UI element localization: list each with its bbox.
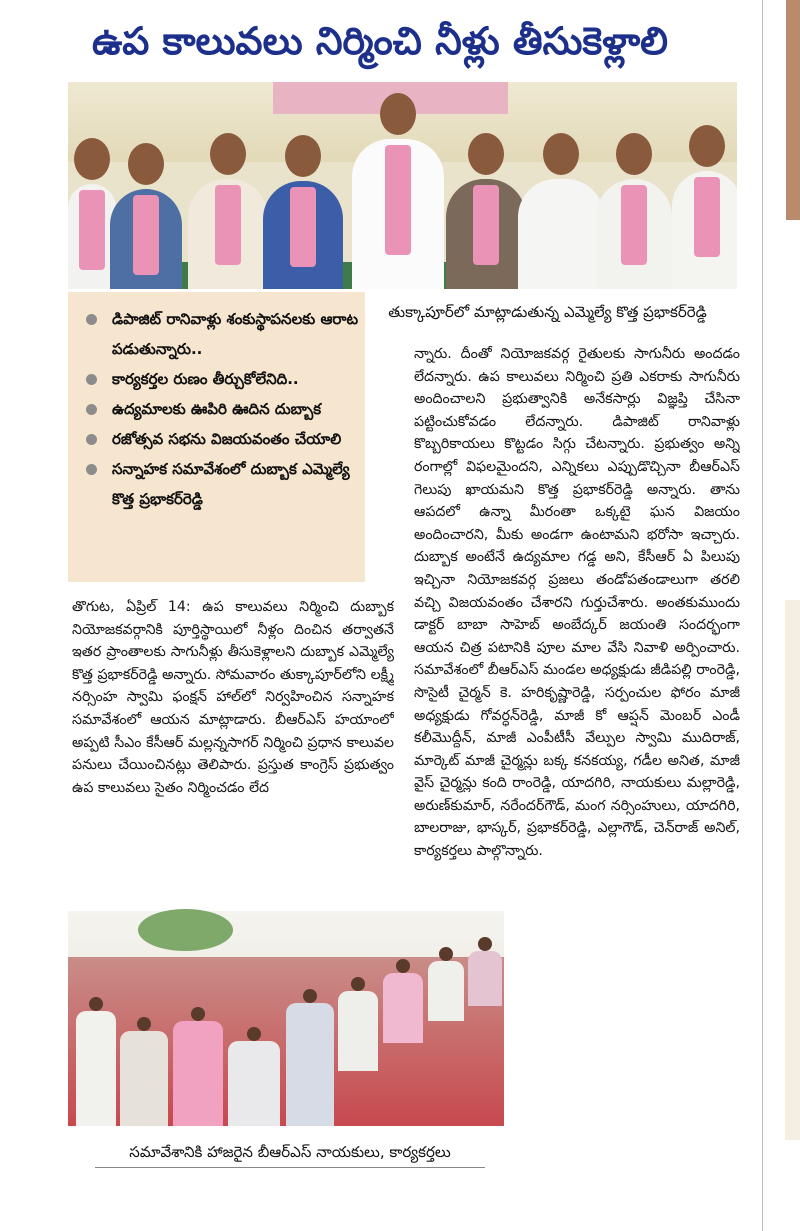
photo-person <box>672 171 737 289</box>
photo-person <box>286 1003 334 1126</box>
photo-person <box>76 1011 116 1126</box>
photo-person <box>188 179 268 289</box>
photo-mla-speaking <box>68 82 737 289</box>
photo-person <box>228 1041 280 1126</box>
photo-tree <box>138 909 233 951</box>
photo-person <box>120 1031 168 1126</box>
photo-person <box>468 951 502 1006</box>
photo-person <box>338 991 378 1071</box>
article-text-left: తొగుట, ఏప్రిల్ 14: ఉప కాలువలు నిర్మించి దుబ్బాక నియోజకవర్గానికి పూర్తిస్థాయిలో నీళ్లం దించిన తర్వాతనే ఇతర ప్రాంతాలకు సాగునీళ్లు తీసుకెళ్లాలని దుబ్బాక ఎమ్మెల్యే కొత్త ప్రభాకర్‌రెడ్డి అన్నారు. సోమవారం తుక్కాపూర్‌లోని లక్ష్మీ నర్సింహ స్వామి ఫంక్షన్ హాల్‌లో నిర్వహించిన సన్నాహక సమావేశంలో ఆయన మాట్లాడారు. బీఆర్‌ఎస్ హయాంలో అప్పటి సీఎం కేసీఆర్ మల్లన్నసాగర్ నిర్మించి ప్రధాన కాలువల పనులు చేయించినట్లు తెలిపారు. ప్రస్తుత కాంగ్రెస్ ప్రభుత్వం ఉప కాలువలు సైతం నిర్మించడం లేద <box>72 599 394 796</box>
photo-person <box>446 179 526 289</box>
article-text-right: న్నారు. దీంతో నియోజకవర్గ రైతులకు సాగునీరు అందడం లేదన్నారు. ఉప కాలువలు నిర్మించి ప్రతి ఎకరాకు సాగునీరు అందించాలని ప్రభుత్వానికి అనేకసార్లు విజ్ఞప్తి చేసినా పట్టించుకోవడం లేదన్నారు. డిపాజిట్ రానివాళ్లు కొబ్బరికాయలు కొట్టడం సిగ్గు చేటన్నారు. ప్రభుత్వం అన్ని రంగాల్లో విఫలమైందని, ఎన్నికలు ఎప్పుడొచ్చినా బీఆర్‌ఎస్ గెలుపు ఖాయమని కొత్త ప్రభాకర్‌రెడ్డి అన్నారు. తాను ఆపదలో ఉన్నా మీరంతా ఒక్కటై ఘన విజయం అందించారని, మీకు అండగా ఉంటామని భరోసా ఇచ్చారు. దుబ్బాక అంటేనే ఉద్యమాల గడ్డ అని, కేసీఆర్ ఏ పిలుపు ఇచ్చినా నియోజకవర్గ ప్రజలు తండోపతండాలుగా తరలి వచ్చి విజయవంతం చేశారని గుర్తుచేశారు. అంతకుముందు డాక్టర్ బాబా సాహెబ్ అంబేద్కర్ జయంతి సందర్భంగా ఆయన చిత్ర పటానికి పూల మాల వేసి నివాళి అర్పించారు. సమావేశంలో బీఆర్‌ఎస్ మండల అధ్యక్షుడు జీడిపల్లి రాంరెడ్డి, సొసైటీ చైర్మన్ కె. హరికృష్ణారెడ్డి, సర్పంచుల ఫోరం మాజీ అధ్యక్షుడు గోవర్ధన్‌రెడ్డి, మాజీ కో ఆప్షన్ మెంబర్ ఎండీ కలీమొద్దీన్, మాజీ ఎంపీటీసీ వేల్పుల స్వామి ముదిరాజ్, మార్కెట్ మాజీ చైర్మన్లు బక్క కనకయ్య, గడీల అనిత, మాజీ వైస్ చైర్మన్లు కంది రాంరెడ్డి, యాదగిరి, నాయకులు మల్లారెడ్డి, అరుణ్‌కుమార్, నరేందర్‌గౌడ్, మంగ నర్సింహులు, యాదగిరి, బాలరాజు, భాస్కర్, ప్రభాకర్‌రెడ్డి, ఎల్లాగౌడ్, చెన్‌రాజ్ అనిల్, కార్యకర్తలు పాల్గొన్నారు. <box>414 346 740 860</box>
highlight-item: కార్యకర్తల రుణం తీర్చుకోలేనిది.. <box>68 364 365 394</box>
highlight-item: రజోత్సవ సభను విజయవంతం చేయాలి <box>68 424 365 454</box>
highlights-box <box>68 292 365 582</box>
photo-person <box>428 961 464 1021</box>
photo-tent-roof <box>68 891 504 911</box>
photo-person <box>263 181 343 289</box>
photo-speaker <box>352 139 444 289</box>
photo-person <box>383 973 423 1043</box>
photo-person <box>68 184 116 289</box>
adjacent-box-edge <box>785 600 800 1140</box>
column-divider <box>762 0 763 1231</box>
photo-person <box>173 1021 223 1126</box>
photo-top-caption: తుక్కాపూర్‌లో మాట్లాడుతున్న ఎమ్మెల్యే కొత్త ప్రభాకర్‌రెడ్డి <box>388 303 707 321</box>
adjacent-article-edge <box>762 0 800 1231</box>
photo-meeting-crowd <box>68 891 504 1126</box>
highlight-item: సన్నాహక సమావేశంలో దుబ్బాక ఎమ్మెల్యే కొత్త ప్రభాకర్‌రెడ్డి <box>68 454 365 514</box>
article-column-left <box>72 596 394 888</box>
photo-person <box>596 179 672 289</box>
photo-bottom-caption: సమావేశానికి హాజరైన బీఆర్‌ఎస్ నాయకులు, కార్యకర్తలు <box>95 1137 485 1168</box>
adjacent-photo-edge <box>786 0 800 220</box>
photo-person <box>518 179 604 289</box>
highlight-item: డిపాజిట్ రానివాళ్లు శంకుస్థాపనలకు ఆరాట పడుతున్నారు.. <box>68 304 365 364</box>
highlight-item: ఉద్యమాలకు ఊపిరి ఊదిన దుబ్బాక <box>68 394 365 424</box>
headline: ఉప కాలువలు నిర్మించి నీళ్లు తీసుకెళ్లాలి <box>91 19 669 63</box>
photo-person <box>110 189 182 289</box>
